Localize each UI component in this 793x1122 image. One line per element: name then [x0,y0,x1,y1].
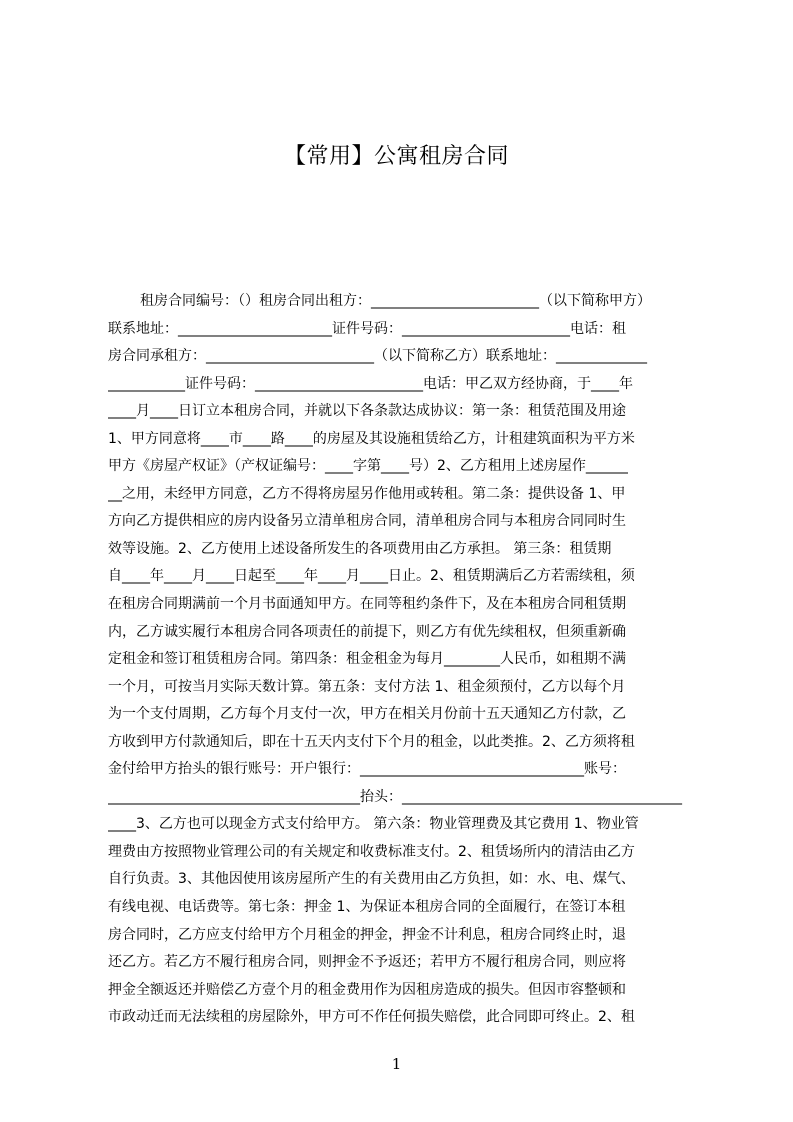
text-line: 为一个支付周期，乙方每个月支付一次，甲方在相关月份前十五天通知乙方付款，乙 [108,706,626,723]
text-line: 甲方《房屋产权证》（产权证编号：____字第____号）2、乙方租用上述房屋作______ [108,458,628,475]
text-line: 自行负责。3、其他因使用该房屋所产生的有关费用由乙方负担，如：水、电、煤气、 [108,871,635,888]
text-line: 在租房合同期满前一个月书面通知甲方。在同等租约条件下，及在本租房合同租赁期 [108,596,626,613]
text-line: ____________________________________抬头：________________________________________ [108,788,682,805]
text-line: ___________证件号码：________________________电话：甲乙双方经协商，于____年 [108,375,633,392]
text-line: 房合同承租方：________________________（以下简称乙方）联系地址：_____________ [108,348,647,365]
contract-body [108,288,698,1028]
text-line: 方收到甲方付款通知后，即在十五天内支付下个月的租金，以此类推。2、乙方须将租 [108,733,635,750]
text-line: 押金全额返还并赔偿乙方壹个月的租金费用作为因租房造成的损失。但因市容整顿和 [108,981,626,998]
text-line: 1、甲方同意将____市____路____的房屋及其设施租赁给乙方，计租建筑面积为平方米 [108,430,635,447]
text-line: 有线电视、电话费等。第七条：押金 1、为保证本租房合同的全面履行，在签订本租 [108,899,626,916]
text-line: 内，乙方诚实履行本租房合同各项责任的前提下，则乙方有优先续租权，但须重新确 [108,623,626,640]
text-line: ____3、乙方也可以现金方式支付给甲方。 第六条：物业管理费及其它费用 1、物业管 [108,816,639,833]
text-line: 市政动迁而无法续租的房屋除外，甲方可不作任何损失赔偿，此合同即可终止。2、租 [108,1009,635,1026]
text-line: __之用，未经甲方同意，乙方不得将房屋另作他用或转租。第二条：提供设备 1、甲 [108,485,626,502]
text-line: 定租金和签订租赁租房合同。第四条：租金租金为每月________人民币，如租期不满 [108,651,626,668]
page-number: 1 [391,1055,402,1073]
text-line: 金付给甲方抬头的银行账号：开户银行：________________________________账号： [108,761,626,778]
text-line: 还乙方。若乙方不履行租房合同，则押金不予返还；若甲方不履行租房合同，则应将 [108,954,626,971]
text-line: 联系地址：______________________证件号码：________________________电话：租 [108,320,626,337]
text-line: 自____年____月____日起至____年____月____日止。2、租赁期满后乙方若需续租，须 [108,568,635,585]
text-line: 理费由方按照物业管理公司的有关规定和收费标准支付。2、租赁场所内的清洁由乙方 [108,843,635,860]
text-line: 一个月，可按当月实际天数计算。第五条：支付方法 1、租金须预付，乙方以每个月 [108,678,626,695]
text-line: 租房合同编号：（）租房合同出租方：________________________（以下简称甲方） [140,293,651,309]
text-line: 效等设施。2、乙方使用上述设备所发生的各项费用由乙方承担。 第三条：租赁期 [108,540,612,557]
text-line: 房合同时，乙方应支付给甲方个月租金的押金，押金不计利息，租房合同终止时，退 [108,926,626,943]
document-title: 【常用】公寓租房合同 [283,144,509,169]
text-line: 方向乙方提供相应的房内设备另立清单租房合同，清单租房合同与本租房合同同时生 [108,513,626,530]
text-line: ____月____日订立本租房合同，并就以下各条款达成协议：第一条：租赁范围及用途 [108,403,626,420]
